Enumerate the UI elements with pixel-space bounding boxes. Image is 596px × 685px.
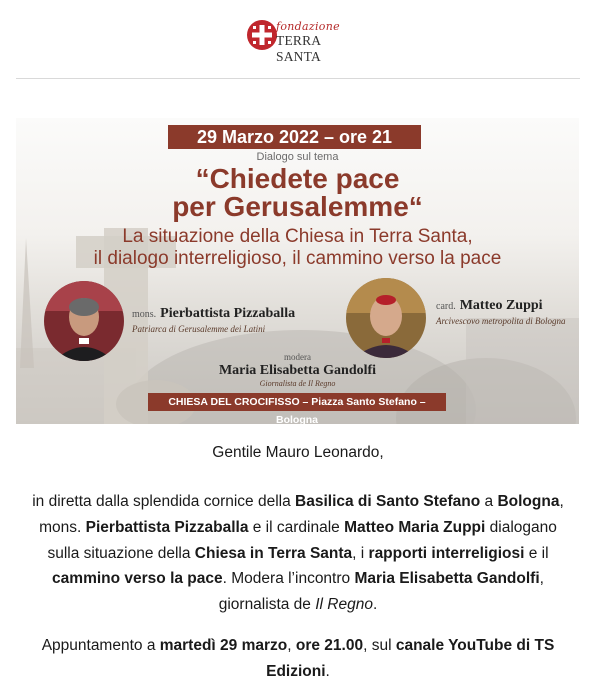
event-date-badge: 29 Marzo 2022 – ore 21 (168, 125, 421, 149)
text-bold-segment: Maria Elisabetta Gandolfi (354, 570, 540, 588)
text-bold-segment: martedì 29 marzo (159, 637, 288, 654)
text-segment: . (325, 662, 330, 680)
speaker-right (436, 296, 566, 326)
speaker-right-role: card. (436, 301, 456, 312)
moderator-description: Giornalista de Il Regno (259, 379, 336, 388)
text-segment: e il cardinale (248, 518, 345, 536)
event-title-line-2: per Gerusalemme“ (172, 191, 423, 222)
text-segment: , (287, 637, 296, 654)
speaker-left-role: mons. (132, 309, 157, 320)
youtube-channel-link-continued[interactable]: Edizioni (266, 662, 326, 680)
text-bold-segment: rapporti interreligiosi (368, 544, 525, 562)
text-bold-segment: Matteo Maria Zuppi (344, 518, 486, 536)
youtube-channel-link[interactable]: canale YouTube di TS (395, 637, 555, 654)
dialogue-label: Dialogo sul tema (256, 151, 339, 163)
speaker-left-description: Patriarca di Gerusalemme dei Latini (132, 324, 266, 334)
email-header (0, 0, 596, 78)
text-segment: , (559, 493, 564, 510)
text-segment: dialogano (485, 518, 557, 536)
text-segment: giornalista de (218, 596, 316, 614)
logo-bottom-text: TERRA SANTA (276, 33, 321, 64)
event-title (16, 165, 579, 221)
text-segment: . (372, 596, 378, 614)
moderator-name: Maria Elisabetta Gandolfi (218, 363, 377, 378)
text-bold-segment: Bologna (497, 493, 560, 510)
text-segment: , (539, 570, 544, 588)
text-segment: Appuntamento a (41, 637, 160, 654)
event-title-line-1: “Chiedete pace (195, 163, 400, 194)
event-subtitle-line-2: il dialogo interreligioso, il cammino verso la pace (93, 248, 502, 269)
moderator-block (16, 352, 579, 388)
text-segment: , i (352, 544, 369, 562)
speaker-left-name: Pierbattista Pizzaballa (160, 306, 296, 321)
event-description-paragraph (22, 489, 574, 618)
text-bold-segment: Pierbattista Pizzaballa (85, 518, 249, 536)
text-bold-segment: Chiesa in Terra Santa (194, 544, 353, 562)
speaker-right-description: Arcivescovo metropolita di Bologna (436, 316, 566, 326)
text-segment: sulla situazione della (47, 544, 195, 562)
text-segment: in diretta dalla splendida cornice della (32, 493, 296, 510)
speaker-left (132, 304, 295, 334)
logo-top-text: fondazione (276, 20, 340, 33)
text-segment: mons. (39, 518, 86, 536)
fondazione-terra-santa-logo[interactable] (244, 17, 364, 64)
text-bold-segment: Basilica di Santo Stefano (295, 493, 481, 510)
jerusalem-cross-icon (244, 17, 280, 53)
text-italic-segment: Il Regno (315, 596, 373, 614)
greeting: Gentile Mauro Leonardo, (212, 444, 384, 461)
text-segment: , sul (363, 637, 396, 654)
text-bold-segment: cammino verso la pace (52, 570, 223, 588)
moderator-role: modera (284, 352, 311, 362)
text-segment: e il (524, 544, 549, 562)
text-bold-segment: ore 21.00 (295, 637, 364, 654)
text-segment: a (480, 493, 498, 510)
header-divider (16, 78, 580, 79)
event-banner-image[interactable] (16, 118, 579, 424)
event-subtitle (16, 226, 579, 270)
appointment-paragraph (22, 633, 574, 685)
venue-badge: CHIESA DEL CROCIFISSO – Piazza Santo Stefano – Bologna (148, 393, 446, 411)
speaker-right-name: Matteo Zuppi (459, 298, 543, 313)
event-subtitle-line-1: La situazione della Chiesa in Terra Santa, (122, 226, 473, 247)
pizzaballa-portrait (44, 281, 124, 361)
text-segment: . Modera l’incontro (222, 570, 355, 588)
zuppi-portrait (346, 278, 426, 358)
